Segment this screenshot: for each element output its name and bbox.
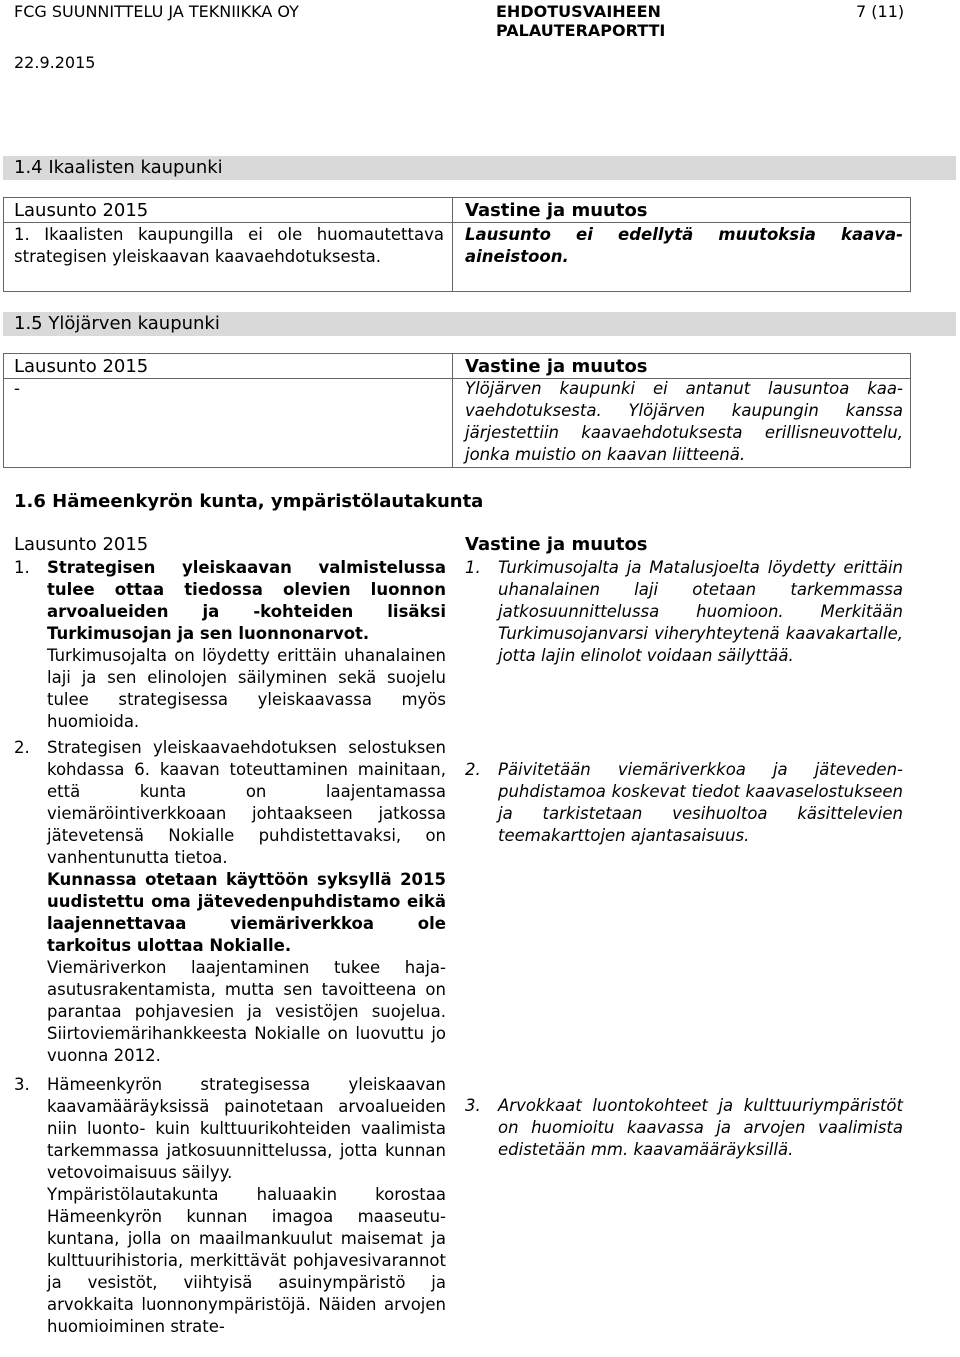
statement-item-1 — [14, 557, 446, 737]
item-number: 2. — [14, 738, 30, 757]
item-text: Hämeenkyrön strategisessa yleiskaavan kaavamääräyksissä painotetaan arvoalueiden niin luonto- kuin kulttuurikohteiden vaalimista tarkemmassa jatkosuunnittelussa, jotta kunnan vetovoimaisuus säilyy. — [47, 1075, 446, 1182]
item-text: Turkimusojalta on löydetty erittäin uhanalainen laji ja sen elinolojen säilyminen sekä suojelu tulee strategisessa yleiskaavassa myös huomioida. — [47, 646, 446, 731]
item-bold-text: Strategisen yleiskaavan valmistelussa tulee ottaa tiedossa olevien luonnon arvoalueiden ja -kohteiden lisäksi Turkimusojan ja sen luonnonarvot. — [47, 558, 446, 643]
item-text-2: Ympäristölautakunta haluaakin korostaa Hämeenkyrön kunnan imagoa maaseutukuntana, jolla on maailmankuulut maisemat ja kulttuurihistoria, merkittävät pohjavesivarannot ja vesistöt, viihtyisä asuinympäristö ja arvokkaita luonnonympäristöjä. Näiden arvojen huomioiminen strate- — [47, 1185, 446, 1336]
doc-title-line2: PALAUTERAPORTTI — [496, 21, 666, 40]
col-header-vastine: Vastine ja muutos — [465, 200, 648, 221]
col-header-lausunto: Lausunto 2015 — [14, 534, 149, 555]
page-number: 7 (11) — [856, 2, 905, 21]
response-item-3 — [465, 1095, 903, 1195]
item-number: 1. — [465, 558, 481, 577]
statement-text: 1. Ikaalisten kaupungilla ei ole huomautettava strategisen yleiskaavan kaavaehdotuksesta. — [14, 225, 444, 266]
statement-item-3 — [14, 1074, 446, 1349]
statement-text: - — [14, 379, 20, 398]
col-header-lausunto: Lausunto 2015 — [14, 200, 149, 221]
item-text: Päivitetään viemäriverkkoa ja jätevedenpuhdistamoa koskevat tiedot kaavaselostukseen ja tarkistetaan vesihuoltoa käsittelevien teemakarttojen ajantasaisuus. — [498, 760, 903, 845]
item-number: 3. — [465, 1096, 481, 1115]
response-text: Lausunto ei edellytä muutoksia kaavaaineistoon. — [465, 225, 903, 266]
page-header — [0, 0, 960, 80]
item-text: Turkimusojalta ja Matalusjoelta löydetty erittäin uhanalainen laji otetaan tarkemmassa jatkosuunnittelussa huomioon. Merkitään Turkimusojanvarsi viheryhteytenä kaavakartalle, jotta lajin elinolot voidaan säilyttää. — [498, 558, 903, 665]
item-text-2: Viemäriverkon laajentaminen tukee hajaasutusrakentamista, mutta sen tavoitteena on parantaa pohjavesien ja vesistöjen suojelua. Siirtoviemärihankkeesta Nokialle on luovuttu jo vuonna 2012. — [47, 958, 446, 1065]
doc-title-line1: EHDOTUSVAIHEEN — [496, 2, 661, 21]
response-item-2 — [465, 759, 903, 859]
item-number: 2. — [465, 760, 481, 779]
response-item-1 — [465, 557, 903, 697]
item-text: Arvokkaat luontokohteet ja kulttuuriympäristöt on huomioitu kaavassa ja arvojen vaalimista edistetään mm. kaavamääräyksillä. — [498, 1096, 903, 1159]
statement-item-2 — [14, 737, 446, 1072]
section-heading-1-4 — [3, 156, 956, 180]
item-text: Strategisen yleiskaavaehdotuksen selostuksen kohdassa 6. kaavan toteuttaminen mainitaan, että kunta on laajentamassa viemäröintiverkkoaan johtaakseen jatkossa jätevetensä Nokialle puhdistettavaksi, on vanhentunutta tietoa. — [47, 738, 446, 867]
section-heading-1-6: 1.6 Hämeenkyrön kunta, ympäristölautakunta — [14, 491, 484, 512]
col-header-vastine: Vastine ja muutos — [465, 534, 648, 555]
response-text: Ylöjärven kaupunki ei antanut lausuntoa kaavaehdotuksesta. Ylöjärven kaupungin kanssa järjestettiin kaavaehdotuksesta erillisneuvottelu, jonka muistio on kaavan liitteenä. — [465, 379, 903, 464]
section-title: 1.4 Ikaalisten kaupunki — [14, 157, 223, 178]
report-date: 22.9.2015 — [14, 53, 96, 72]
col-header-lausunto: Lausunto 2015 — [14, 356, 149, 377]
section-title: 1.5 Ylöjärven kaupunki — [14, 313, 220, 334]
item-number: 1. — [14, 558, 30, 577]
col-header-vastine: Vastine ja muutos — [465, 356, 648, 377]
item-number: 3. — [14, 1075, 30, 1094]
item-bold-text: Kunnassa otetaan käyttöön syksyllä 2015 uudistettu oma jätevedenpuhdistamo eikä laajennettavaa viemäriverkkoa ole tarkoitus ulottaa Nokialle. — [47, 870, 446, 955]
company-name: FCG SUUNNITTELU JA TEKNIIKKA OY — [14, 2, 299, 21]
section-heading-1-5 — [3, 312, 956, 336]
